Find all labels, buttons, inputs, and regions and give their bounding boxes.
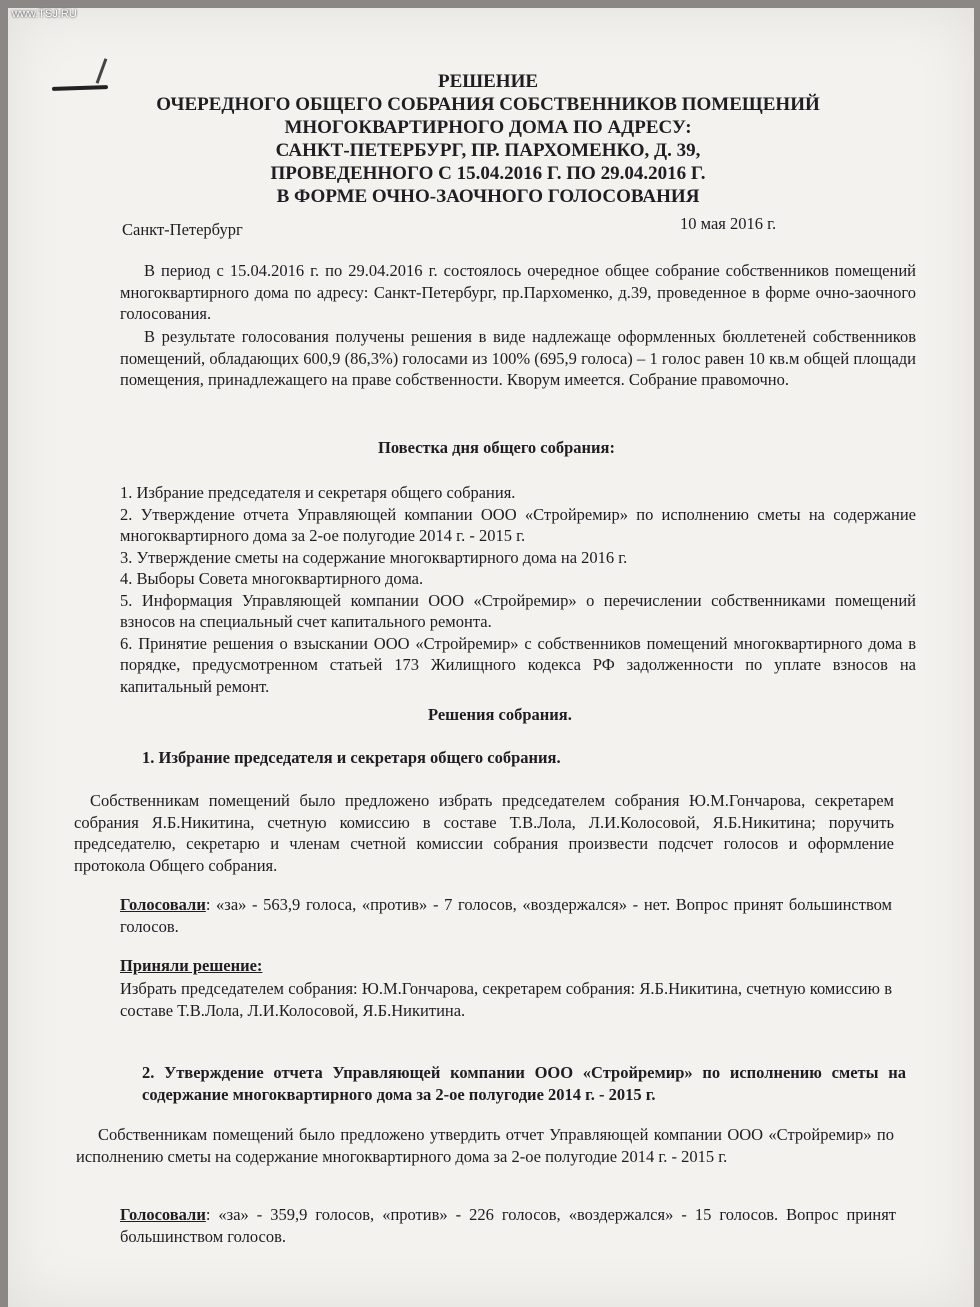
title-line: МНОГОКВАРТИРНОГО ДОМА ПО АДРЕСУ: <box>284 117 692 138</box>
agenda-item: 2. Утверждение отчета Управляющей компании ООО «Стройремир» по исполнению сметы на содержание многоквартирного дома за 2-ое полугодие 2014 г. - 2015 г. <box>120 504 916 545</box>
title-line: ПРОВЕДЕННОГО С 15.04.2016 Г. ПО 29.04.2016 Г. <box>270 163 706 184</box>
intro-paragraph-2: В результате голосования получены решения в виде надлежаще оформленных бюллетеней собственников помещений, обладающих 600,9 (86,3%) голосами из 100% (695,9 голоса) – 1 голос равен 10 кв.м общей площади помещения, принадлежащего на праве собственности. Кворум имеется. Собрание правомочно. <box>120 327 916 389</box>
place: Санкт-Петербург <box>122 220 243 239</box>
agenda-list <box>120 482 916 697</box>
votes-label: Голосовали <box>120 895 206 914</box>
agenda-item: 6. Принятие решения о взыскании ООО «Стройремир» с собственников помещений многоквартирного дома в порядке, предусмотренном статьей 173 Жилищного кодекса РФ задолженности по уплате взносов на капитальный ремонт. <box>120 633 916 696</box>
decision-1-resolution-label: Приняли решение: <box>120 956 263 975</box>
decision-2-heading: 2. Утверждение отчета Управляющей компании ООО «Стройремир» по исполнению сметы на содержание многоквартирного дома за 2-ое полугодие 2014 г. - 2015 г. <box>142 1063 906 1104</box>
votes-text: : «за» - 563,9 голоса, «против» - 7 голосов, «воздержался» - нет. Вопрос принят большинством голосов. <box>120 895 892 936</box>
document-page <box>8 8 974 1307</box>
date: 10 мая 2016 г. <box>680 214 777 233</box>
title-line: РЕШЕНИЕ <box>437 71 539 92</box>
title-line: ОЧЕРЕДНОГО ОБЩЕГО СОБРАНИЯ СОБСТВЕННИКОВ ПОМЕЩЕНИЙ <box>156 94 820 115</box>
watermark: www.TSJ.RU <box>12 8 77 20</box>
pen-tick <box>96 58 108 83</box>
decision-1-votes <box>120 894 892 937</box>
decision-2-votes <box>120 1204 896 1247</box>
decision-1-heading: 1. Избрание председателя и секретаря общего собрания. <box>142 748 561 767</box>
intro-paragraph-1: В период с 15.04.2016 г. по 29.04.2016 г. состоялось очередное общее собрание собственников помещений многоквартирного дома по адресу: Санкт-Петербург, пр.Пархоменко, д.39, проведенное в форме очно-заочного голосования. <box>120 261 916 323</box>
agenda-item: 4. Выборы Совета многоквартирного дома. <box>120 569 424 588</box>
agenda-item: 3. Утверждение сметы на содержание многоквартирного дома на 2016 г. <box>120 547 628 567</box>
decisions-title: Решения собрания. <box>428 705 572 724</box>
votes-text: : «за» - 359,9 голосов, «против» - 226 голосов, «воздержался» - 15 голосов. Вопрос принят большинством голосов. <box>120 1205 896 1246</box>
title-line: В ФОРМЕ ОЧНО-ЗАОЧНОГО ГОЛОСОВАНИЯ <box>276 186 700 207</box>
agenda-title: Повестка дня общего собрания: <box>378 438 615 457</box>
votes-label: Голосовали <box>120 1205 206 1224</box>
pen-mark <box>52 85 108 91</box>
document-title <box>128 70 848 208</box>
agenda-item: 5. Информация Управляющей компании ООО «Стройремир» о перечислении собственниками помещений взносов на специальный счет капитального ремонта. <box>120 590 916 631</box>
decision-1-text: Собственникам помещений было предложено избрать председателем собрания Ю.М.Гончарова, секретарем собрания Я.Б.Никитина, счетную комиссию в составе Т.В.Лола, Л.И.Колосовой, Я.Б.Никитина; поручить председателю, секретарю и членам счетной комиссии собрания произвести подсчет голосов и оформление протокола Общего собрания. <box>74 791 894 875</box>
decision-2-text: Собственникам помещений было предложено утвердить отчет Управляющей компании ООО «Стройремир» по исполнению сметы на содержание многоквартирного дома за 2-ое полугодие 2014 г. - 2015 г. <box>76 1125 894 1166</box>
agenda-item: 1. Избрание председателя и секретаря общего собрания. <box>120 483 516 502</box>
title-line: САНКТ-ПЕТЕРБУРГ, ПР. ПАРХОМЕНКО, Д. 39, <box>275 140 701 161</box>
decision-1-resolution-text: Избрать председателем собрания: Ю.М.Гончарова, секретарем собрания: Я.Б.Никитина, счетную комиссию в составе Т.В.Лола, Л.И.Колосовой, Я.Б.Никитина. <box>120 979 892 1020</box>
